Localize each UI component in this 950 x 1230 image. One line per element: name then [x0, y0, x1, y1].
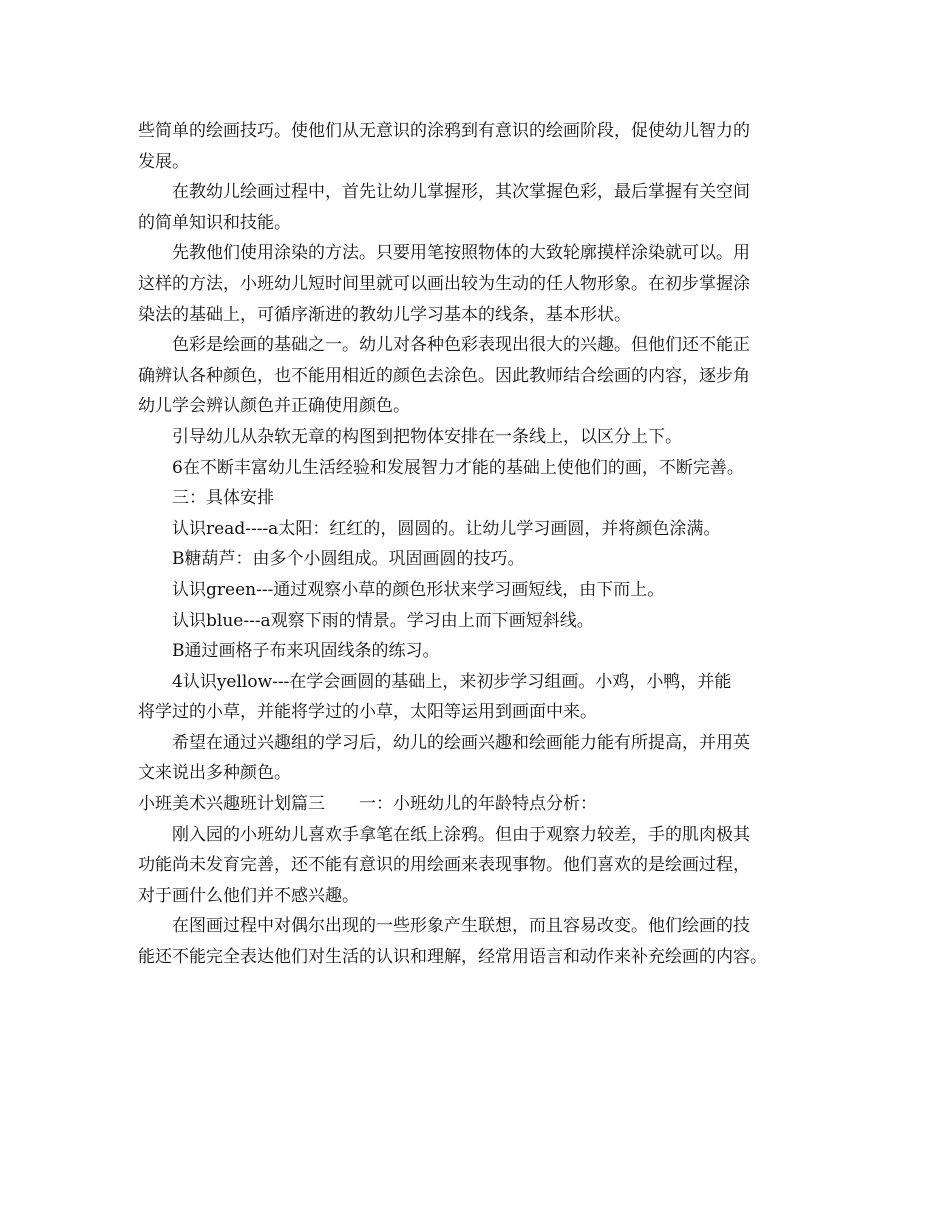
text-line: 能还不能完全表达他们对生活的认识和理解，经常用语言和动作来补充绘画的内容。 — [138, 947, 767, 968]
document-body — [138, 116, 826, 973]
text-line: 引导幼儿从杂软无章的构图到把物体安排在一条线上，以区分上下。 — [172, 426, 682, 447]
text-line: 认识blue---a观察下雨的情景。学习由上而下画短斜线。 — [172, 610, 594, 631]
text-line: 些简单的绘画技巧。使他们从无意识的涂鸦到有意识的绘画阶段，促使幼儿智力的 — [138, 121, 750, 141]
text-line: 在教幼儿绘画过程中，首先让幼儿掌握形，其次掌握色彩，最后掌握有关空间 — [172, 182, 750, 203]
text-line: 发展。 — [138, 151, 189, 172]
text-line: B糖葫芦：由多个小圆组成。巩固画圆的技巧。 — [172, 549, 525, 570]
text-line: 将学过的小草，并能将学过的小草，太阳等运用到画面中来。 — [138, 702, 597, 723]
text-line: 在图画过程中对偶尔出现的一些形象产生联想，而且容易改变。他们绘画的技 — [172, 916, 750, 937]
text-line: 功能尚未发育完善，还不能有意识的用绘画来表现事物。他们喜欢的是绘画过程， — [138, 855, 750, 876]
text-line: 确辨认各种颜色，也不能用相近的颜色去涂色。因此教师结合绘画的内容，逐步角 — [138, 365, 750, 386]
text-line: 幼儿学会辨认颜色并正确使用颜色。 — [138, 396, 410, 417]
text-line: 染法的基础上，可循序渐进的教幼儿学习基本的线条，基本形状。 — [138, 304, 631, 325]
text-line: 刚入园的小班幼儿喜欢手拿笔在纸上涂鸦。但由于观察力较差，手的肌肉极其 — [172, 824, 750, 845]
text-line: 对于画什么他们并不感兴趣。 — [138, 885, 359, 906]
text-line: 这样的方法，小班幼儿短时间里就可以画出较为生动的任人物形象。在初步掌握涂 — [138, 273, 750, 294]
text-line: 先教他们使用涂染的方法。只要用笔按照物体的大致轮廓摸样涂染就可以。用 — [172, 243, 750, 264]
text-line: 文来说出多种颜色。 — [138, 763, 291, 784]
text-line: 认识read----a太阳：红红的，圆圆的。让幼儿学习画圆，并将颜色涂满。 — [172, 518, 721, 539]
text-line: 希望在通过兴趣组的学习后，幼儿的绘画兴趣和绘画能力能有所提高，并用英 — [172, 732, 750, 753]
section-heading: 三：具体安排 — [172, 488, 274, 509]
text-line: 的简单知识和技能。 — [138, 212, 291, 233]
text-line: B通过画格子布来巩固线条的练习。 — [172, 641, 440, 662]
text-line: 色彩是绘画的基础之一。幼儿对各种色彩表现出很大的兴趣。但他们还不能正 — [172, 335, 750, 356]
text-line: 认识green---通过观察小草的颜色形状来学习画短线，由下而上。 — [172, 579, 665, 600]
section-title: 小班美术兴趣班计划篇三 一：小班幼儿的年龄特点分析： — [138, 794, 597, 815]
text-line: 6在不断丰富幼儿生活经验和发展智力才能的基础上使他们的画，不断完善。 — [172, 457, 744, 478]
text-line: 4认识yellow---在学会画圆的基础上，来初步学习组画。小鸡，小鸭，并能 — [172, 671, 732, 692]
